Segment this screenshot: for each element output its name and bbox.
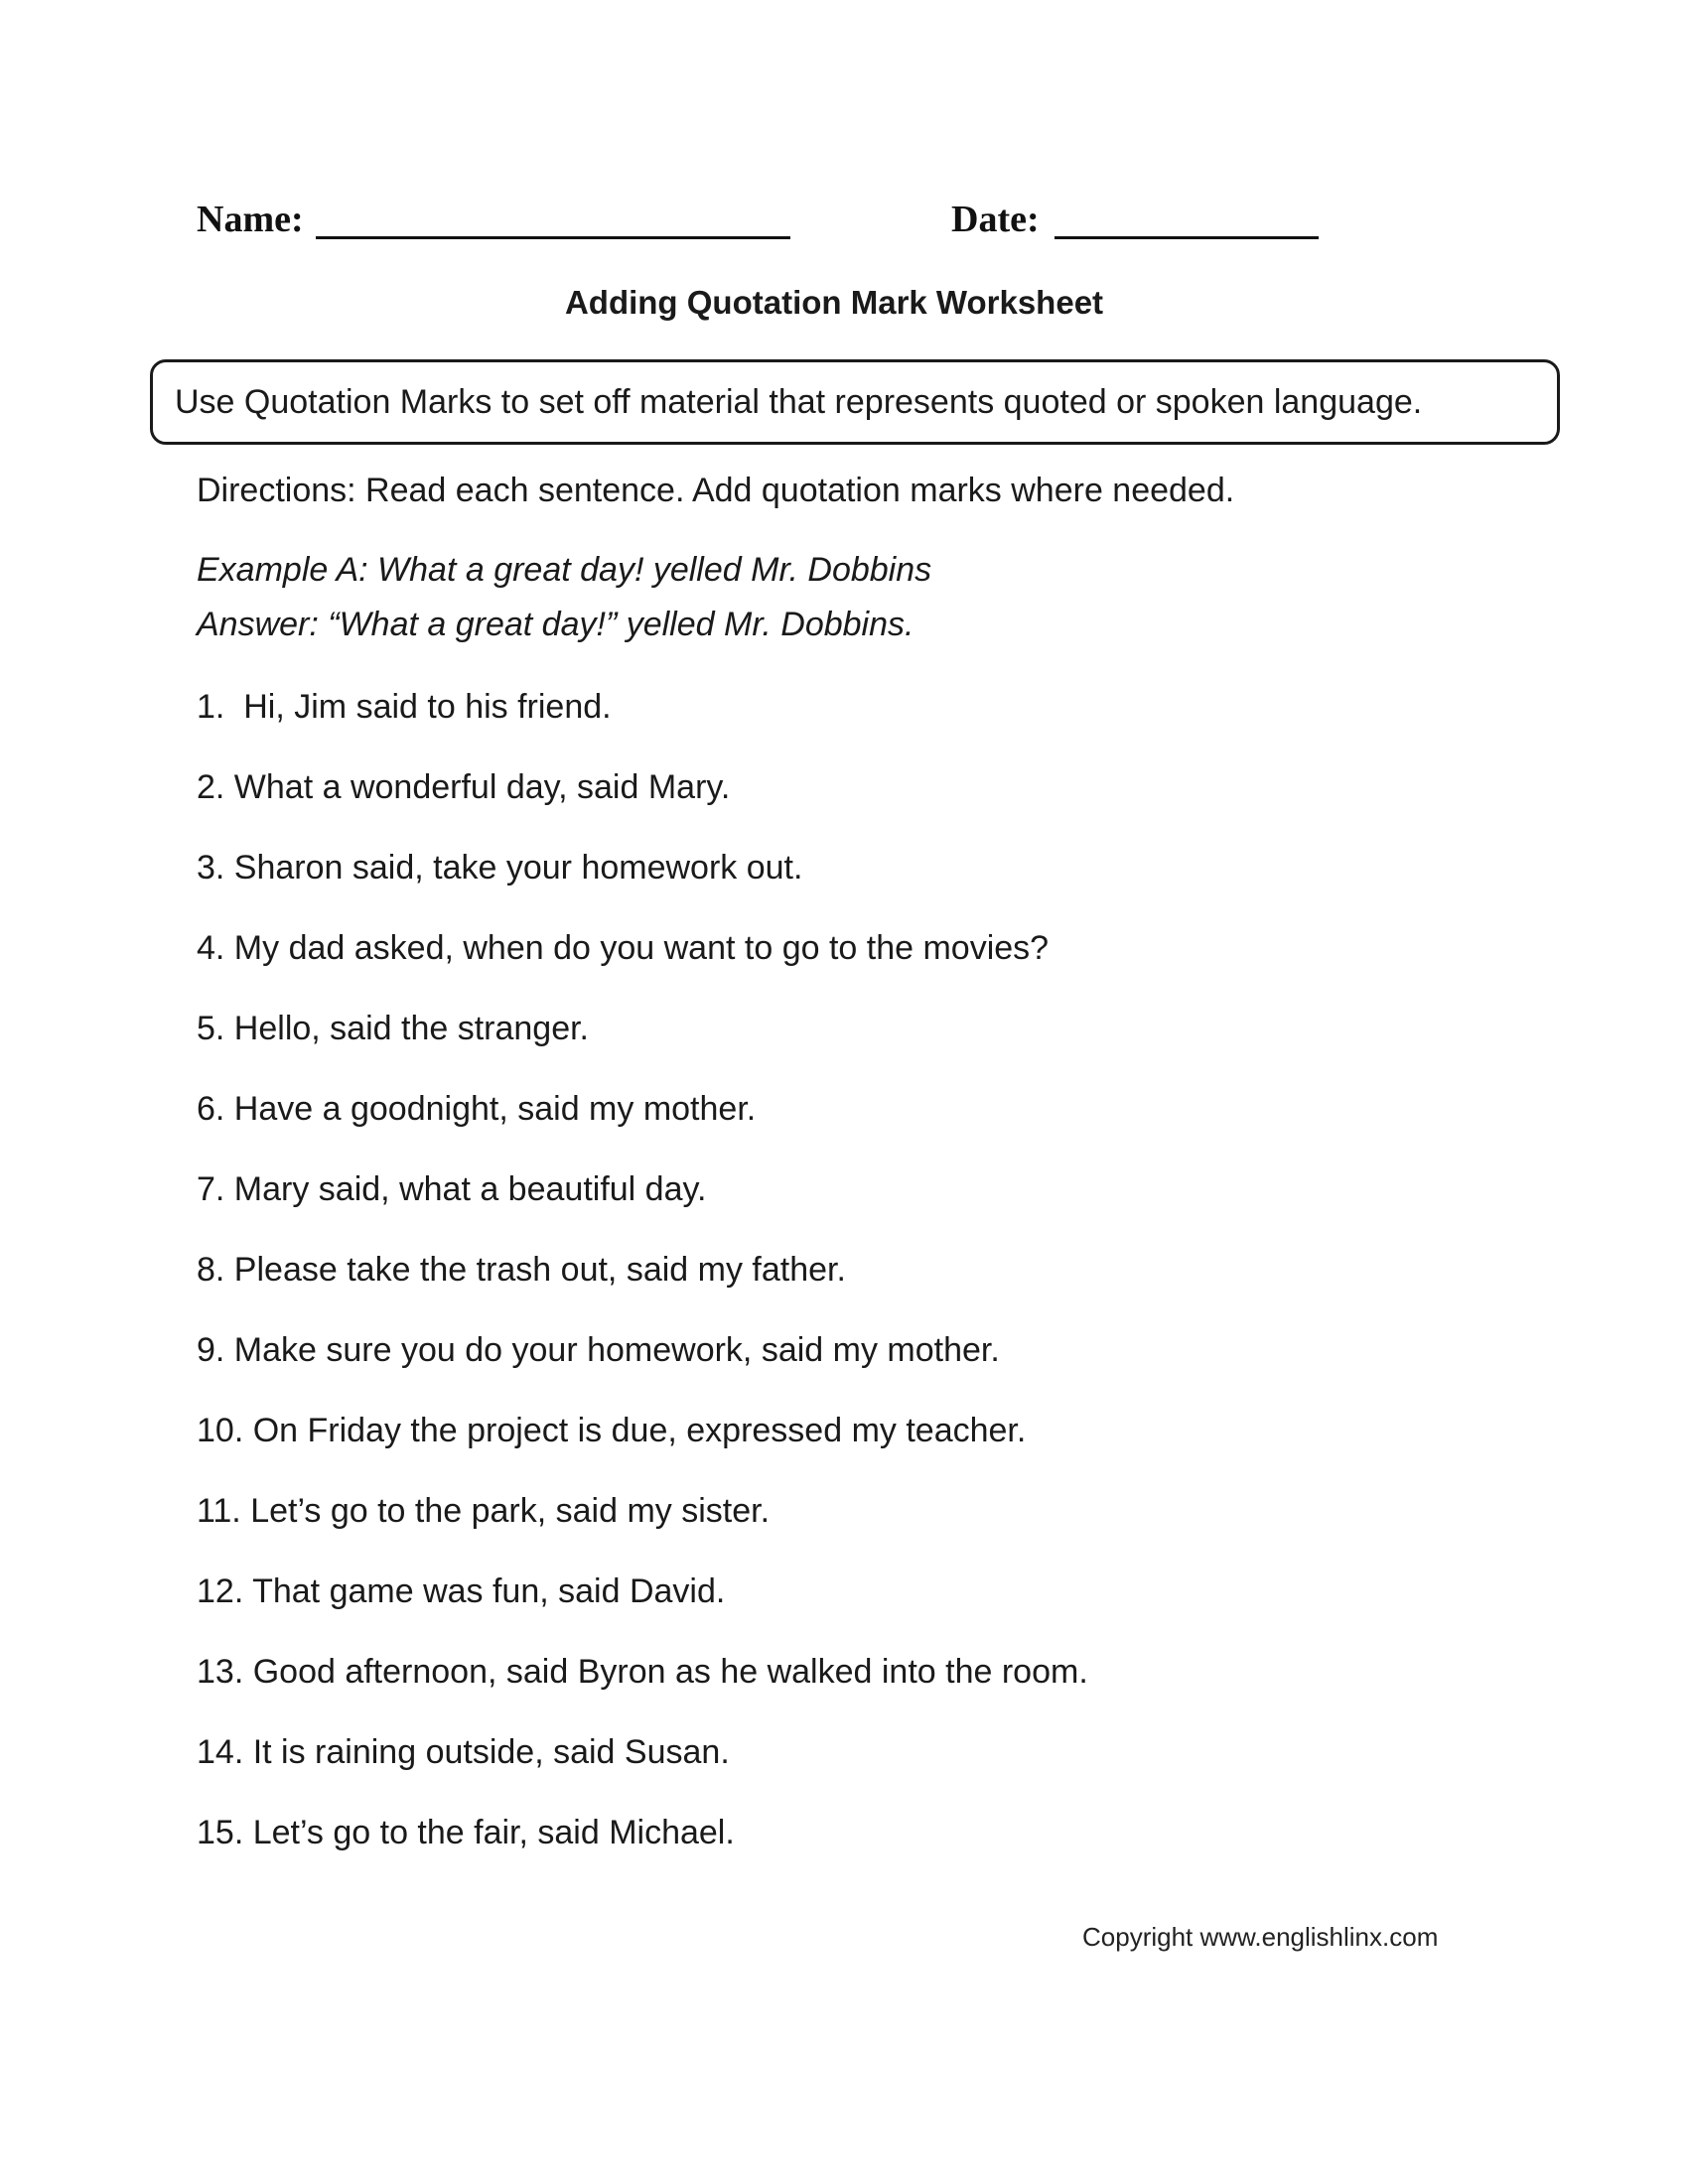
sentence-item: 6. Have a goodnight, said my mother. (197, 1090, 757, 1128)
example-answer: Answer: “What a great day!” yelled Mr. Dobbins. (197, 606, 914, 643)
sentence-item: 5. Hello, said the stranger. (197, 1010, 590, 1047)
rule-box (150, 359, 1560, 445)
date-answer-line[interactable] (1055, 236, 1319, 239)
name-answer-line[interactable] (316, 236, 790, 239)
copyright-notice: Copyright www.englishlinx.com (1082, 1922, 1439, 1952)
sentence-item: 10. On Friday the project is due, expressed my teacher. (197, 1412, 1027, 1449)
sentence-item: 2. What a wonderful day, said Mary. (197, 768, 731, 806)
sentence-item: 15. Let’s go to the fair, said Michael. (197, 1814, 735, 1851)
header-row (0, 195, 1688, 244)
name-label: Name: (197, 199, 304, 240)
sentence-item: 1. Hi, Jim said to his friend. (197, 688, 612, 726)
example-prompt: Example A: What a great day! yelled Mr. Dobbins (197, 551, 932, 589)
sentence-item: 11. Let’s go to the park, said my sister. (197, 1492, 771, 1530)
sentence-item: 8. Please take the trash out, said my father. (197, 1251, 846, 1289)
worksheet-title: Adding Quotation Mark Worksheet (564, 284, 1104, 321)
sentence-item: 12. That game was fun, said David. (197, 1572, 726, 1610)
rule-text: Use Quotation Marks to set off material that represents quoted or spoken language. (175, 383, 1423, 421)
sentence-item: 3. Sharon said, take your homework out. (197, 849, 803, 887)
sentence-item: 9. Make sure you do your homework, said my mother. (197, 1331, 1000, 1369)
sentence-item: 14. It is raining outside, said Susan. (197, 1733, 730, 1771)
date-label: Date: (951, 199, 1040, 240)
sentence-item: 7. Mary said, what a beautiful day. (197, 1170, 707, 1208)
directions: Directions: Read each sentence. Add quotation marks where needed. (197, 472, 1235, 509)
sentence-item: 13. Good afternoon, said Byron as he walked into the room. (197, 1653, 1088, 1691)
sentence-item: 4. My dad asked, when do you want to go to the movies? (197, 929, 1050, 967)
